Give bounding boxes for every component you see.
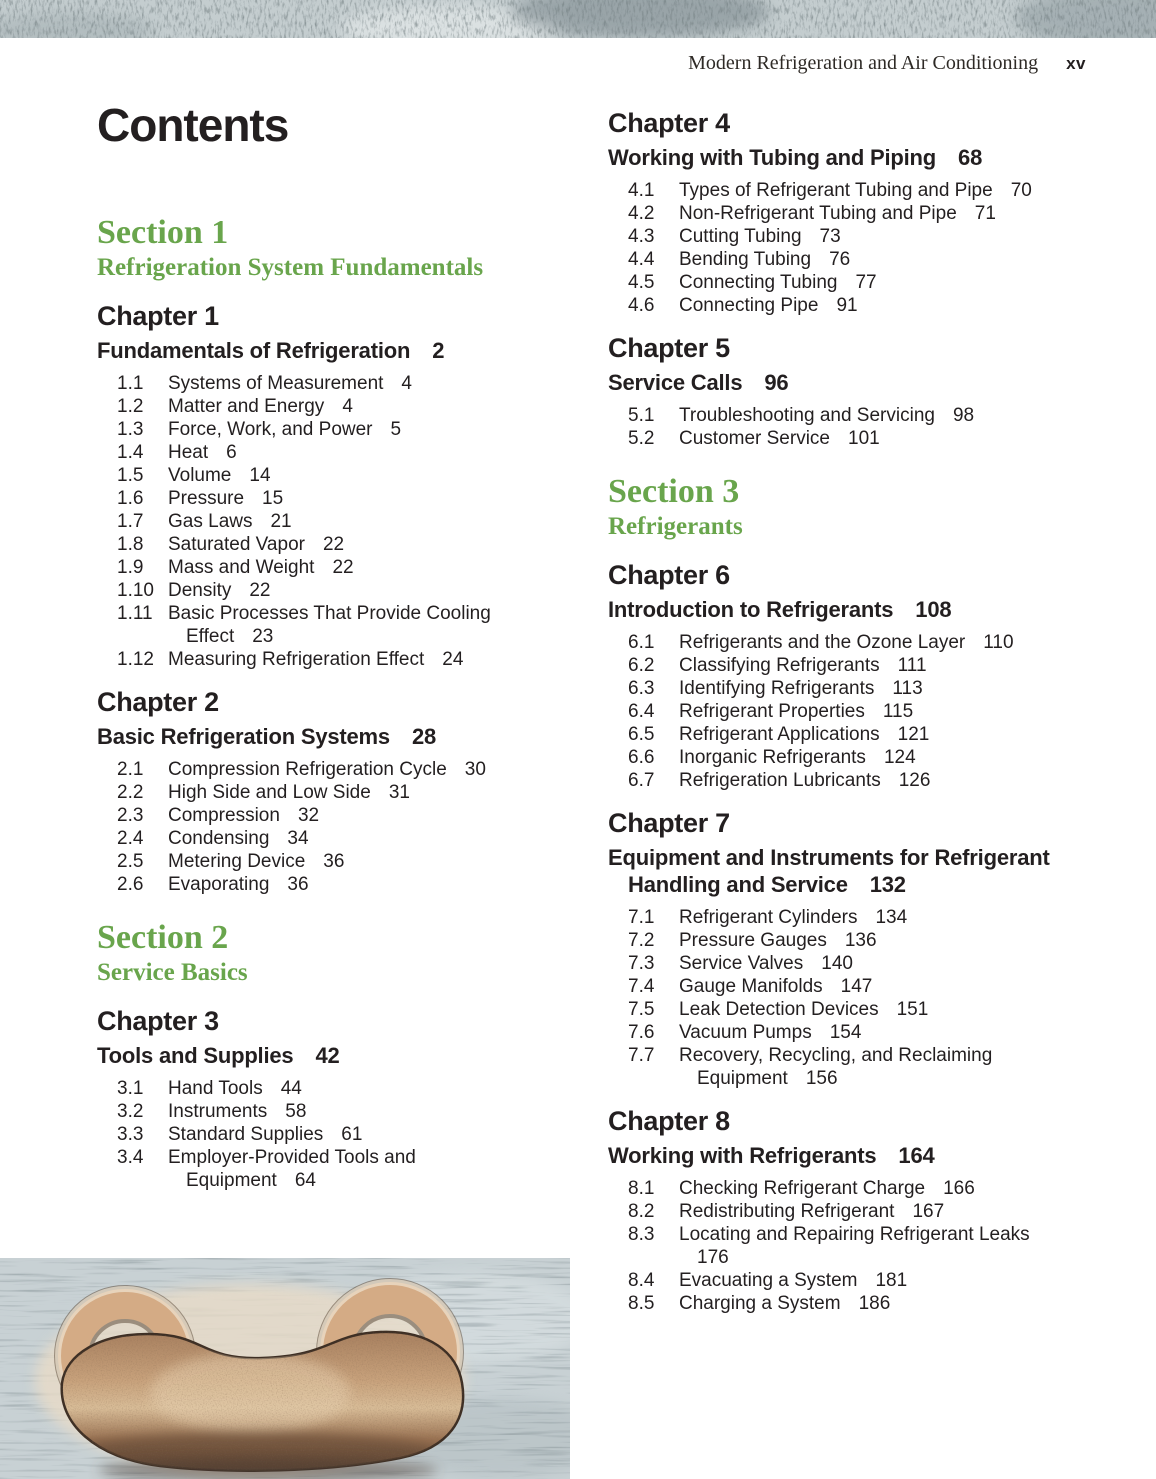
chapter-title-text: Basic Refrigeration Systems [97,724,390,749]
toc-item [608,294,1078,317]
toc-item [608,404,1078,427]
toc-item-page: 15 [262,488,284,509]
chapter-title-line [608,369,1078,396]
toc-item-title: Pressure 15 [168,488,284,509]
chapter-title [97,337,557,364]
toc-item [97,441,557,464]
toc-item-page: 36 [323,851,345,872]
chapter-page-number: 132 [869,872,906,897]
toc-item-title: Checking Refrigerant Charge 166 [679,1178,975,1199]
toc-item-number: 2.4 [117,828,144,849]
toc-item-page: 113 [892,678,923,699]
toc-item-page: 22 [322,534,345,555]
chapter-number: Chapter 1 [97,301,219,331]
chapter-number: Chapter 6 [608,560,730,590]
section-title: Refrigeration System Fundamentals [97,254,484,281]
chapter-title [608,844,1078,898]
chapter-number: Chapter 8 [608,1106,730,1136]
toc-item-title: Compression 32 [168,805,320,826]
toc-item-number: 3.1 [117,1078,144,1099]
toc-item-title: Troubleshooting and Servicing 98 [679,405,975,426]
toc-item-title: Cutting Tubing 73 [679,226,841,247]
chapter-title-text: Service Calls [608,370,743,395]
section-heading [97,213,557,283]
chapter-title [608,596,1078,623]
toc-item-page: 5 [390,419,402,440]
chapter-title [608,369,1078,396]
toc-item-number: 8.2 [628,1201,655,1222]
chapter-items [97,1077,557,1192]
section-number: Section 1 [97,214,229,251]
toc-item-page: 121 [897,724,930,745]
chapter-title-line [608,596,1078,623]
toc-item-title: Non-Refrigerant Tubing and Pipe 71 [679,203,996,224]
toc-item-number: 7.7 [628,1045,655,1066]
chapter-title [97,1042,557,1069]
toc-item-number: 7.4 [628,976,655,997]
chapter-title-line [608,144,1078,171]
toc-item-title: Refrigerants and the Ozone Layer 110 [679,632,1014,653]
toc-item-number: 1.3 [117,419,144,440]
toc-item-page: 30 [464,759,486,780]
toc-item-title: Measuring Refrigeration Effect 24 [168,649,464,670]
toc-item-page: 58 [285,1101,307,1122]
toc-item-number: 1.10 [117,580,154,601]
toc-item-title: Customer Service 101 [679,428,880,449]
toc-item-number: 1.5 [117,465,144,486]
toc-item [608,654,1078,677]
chapter-title [97,723,557,750]
chapter-block [97,685,557,896]
toc-item-title: Leak Detection Devices 151 [679,999,929,1020]
chapter-number: Chapter 7 [608,808,730,838]
toc-item-title: Connecting Pipe 91 [679,295,858,316]
toc-item-page: 91 [836,295,858,316]
toc-item-number: 3.4 [117,1147,144,1168]
toc-item-page: 22 [249,580,271,601]
toc-item-title: Systems of Measurement 4 [168,373,412,394]
toc-item-page: 186 [858,1293,891,1314]
toc-item-page: 134 [875,907,908,928]
chapter-block [608,806,1078,1090]
chapter-title-text: Introduction to Refrigerants [608,597,894,622]
toc-item [608,998,1078,1021]
toc-item-page: 34 [287,828,309,849]
toc-item [97,1077,557,1100]
chapter-title-line [97,337,557,364]
toc-item [97,648,557,671]
toc-column-left [97,92,557,1315]
toc-item-page: 32 [297,805,320,826]
toc-item-number: 6.2 [628,655,655,676]
toc-item-number: 5.1 [628,405,655,426]
toc-item-number: 2.3 [117,805,144,826]
toc-item-page: 136 [844,930,877,951]
toc-item-page: 151 [896,999,929,1020]
toc-item-title: Density 22 [168,580,271,601]
toc-item-number: 1.9 [117,557,144,578]
toc-item-page: 147 [840,976,873,997]
toc-item-number: 1.2 [117,396,144,417]
toc-item-page: 14 [249,465,271,486]
toc-item-number: 6.4 [628,701,655,722]
toc-item-title: Metering Device 36 [168,851,345,872]
stone-texture-graphic [0,0,1156,38]
section-title: Service Basics [97,959,248,986]
toc-item [97,533,557,556]
toc-item [608,1177,1078,1200]
toc-item-page: 4 [342,396,353,417]
toc-item-number: 1.11 [117,603,153,624]
chapter-items [608,179,1078,317]
chapter-title-line [97,1042,557,1069]
chapter-title-line [608,844,1078,871]
toc-item [97,395,557,418]
toc-item-number: 3.2 [117,1101,144,1122]
chapter-page-number: 96 [764,370,789,395]
chapter-number: Chapter 5 [608,333,730,363]
toc-item [97,418,557,441]
chapter-title-line [608,871,1078,898]
chapter-title-text: Handling and Service [628,872,848,897]
toc-item [608,1200,1078,1223]
toc-item-title: Hand Tools 44 [168,1078,302,1099]
chapter-items [608,1177,1078,1315]
toc-item [608,952,1078,975]
toc-item-title: Matter and Energy 4 [168,396,353,417]
toc-item-page: 111 [897,655,927,676]
section-number: Section 3 [608,473,740,510]
toc-item-title: Bending Tubing 76 [679,249,851,270]
toc-item [97,781,557,804]
section-heading [97,918,557,988]
toc-item [97,372,557,395]
toc-item-title: Refrigerant Applications 121 [679,724,930,745]
toc-item-title: Refrigeration Lubricants 126 [679,770,931,791]
section-number: Section 2 [97,919,229,956]
toc-item-number: 4.4 [628,249,655,270]
toc-item-page: 181 [875,1270,908,1291]
toc-item-title: Basic Processes That Provide Cooling Effect 23 [168,603,491,647]
toc-item-page: 176 [697,1247,729,1268]
toc-item-number: 8.4 [628,1270,655,1291]
toc-item-number: 8.5 [628,1293,655,1314]
toc-item-number: 7.3 [628,953,655,974]
copper-pipe-elbow-photo [0,1258,570,1479]
toc-item [97,464,557,487]
toc-item-title: Employer-Provided Tools and Equipment 64 [168,1147,416,1191]
toc-item-page: 23 [252,626,274,647]
chapter-page-number: 28 [411,724,437,749]
chapter-title-line [97,723,557,750]
toc-item-number: 1.1 [117,373,144,394]
toc-item-title: Evacuating a System 181 [679,1270,908,1291]
toc-item [608,1269,1078,1292]
toc-item-title: Instruments 58 [168,1101,307,1122]
toc-item-page: 36 [287,874,309,895]
section-heading [608,472,1078,542]
toc-item-title: Mass and Weight 22 [168,557,354,578]
toc-item-page: 140 [821,953,853,974]
toc-item [608,427,1078,450]
toc-item [608,1223,1078,1269]
chapter-title [608,144,1078,171]
chapter-block [608,1104,1078,1315]
toc-item-page: 166 [943,1178,975,1199]
toc-item-page: 71 [974,203,996,224]
toc-item-title: Pressure Gauges 136 [679,930,877,951]
chapter-items [608,404,1078,450]
toc-item-number: 4.5 [628,272,655,293]
toc-item-number: 1.4 [117,442,144,463]
header-texture-band [0,0,1156,38]
toc-item-number: 6.3 [628,678,655,699]
toc-item-page: 64 [294,1170,316,1191]
toc-item-number: 1.12 [117,649,154,670]
chapter-page-number: 68 [958,145,983,170]
chapter-title-line [608,1142,1078,1169]
toc-item-number: 5.2 [628,428,655,449]
toc-item-page: 115 [882,701,914,722]
toc-item-number: 7.2 [628,930,655,951]
toc-item-number: 6.1 [628,632,655,653]
toc-item-number: 1.8 [117,534,144,555]
toc-item [608,271,1078,294]
chapter-items [97,372,557,671]
copper-elbow-graphic [0,1258,570,1479]
chapter-page-number: 164 [898,1143,935,1168]
chapter-block [608,558,1078,792]
toc-item-page: 4 [401,373,412,394]
toc-item [97,873,557,896]
chapter-block [608,331,1078,450]
chapter-page-number: 2 [432,338,445,363]
toc-item-page: 44 [280,1078,302,1099]
toc-item-title: Heat 6 [168,442,237,463]
toc-item-page: 70 [1010,180,1032,201]
toc-item-title: Saturated Vapor 22 [168,534,345,555]
toc-item-title: Gas Laws 21 [168,511,292,532]
toc-item-title: High Side and Low Side 31 [168,782,410,803]
toc-item-page: 77 [855,272,877,293]
toc-item-number: 6.6 [628,747,655,768]
toc-item-title: Refrigerant Cylinders 134 [679,907,908,928]
toc-item [97,556,557,579]
toc-item-number: 2.1 [117,759,144,780]
toc-item-number: 1.7 [117,511,144,532]
toc-item [97,510,557,533]
toc-item-title: Recovery, Recycling, and Reclaiming Equipment 156 [679,1045,993,1089]
toc-item-number: 8.3 [628,1224,655,1245]
toc-item [97,827,557,850]
toc-item-number: 1.6 [117,488,144,509]
toc-item-title: Service Valves 140 [679,953,853,974]
toc-item-title: Classifying Refrigerants 111 [679,655,927,676]
toc-item-page: 24 [442,649,464,670]
toc-item-page: 124 [883,747,916,768]
toc-item-title: Volume 14 [168,465,271,486]
toc-item-title: Gauge Manifolds 147 [679,976,873,997]
toc-columns [97,92,1078,1315]
toc-item-page: 156 [805,1068,838,1089]
chapter-items [608,906,1078,1090]
toc-item [97,804,557,827]
toc-item-title: Compression Refrigeration Cycle 30 [168,759,486,780]
chapter-title-text: Fundamentals of Refrigeration [97,338,411,363]
toc-item [608,769,1078,792]
toc-item [608,631,1078,654]
toc-item-number: 7.6 [628,1022,655,1043]
toc-item-title: Inorganic Refrigerants 124 [679,747,916,768]
toc-item [608,202,1078,225]
toc-item-page: 98 [952,405,975,426]
toc-item-page: 22 [332,557,354,578]
toc-item-number: 2.2 [117,782,144,803]
toc-item-number: 3.3 [117,1124,144,1145]
toc-column-right [608,92,1078,1315]
section-title: Refrigerants [608,513,743,540]
toc-item-title: Charging a System 186 [679,1293,891,1314]
toc-item-title: Locating and Repairing Refrigerant Leaks 176 [679,1224,1030,1268]
toc-item [97,850,557,873]
toc-item-page: 101 [848,428,880,449]
toc-item-number: 7.1 [628,907,655,928]
toc-item-title: Force, Work, and Power 5 [168,419,402,440]
toc-item-title: Connecting Tubing 77 [679,272,877,293]
toc-item-title: Types of Refrigerant Tubing and Pipe 70 [679,180,1032,201]
toc-item-page: 21 [270,511,292,532]
toc-item [608,906,1078,929]
toc-item-page: 76 [829,249,851,270]
toc-item-page: 110 [983,632,1014,653]
chapter-block [97,1004,557,1192]
toc-item-page: 126 [898,770,931,791]
toc-item-number: 6.7 [628,770,655,791]
toc-item [97,1100,557,1123]
toc-item-title: Standard Supplies 61 [168,1124,363,1145]
toc-item [97,602,557,648]
toc-item-title: Vacuum Pumps 154 [679,1022,862,1043]
toc-item [97,579,557,602]
running-head-book-title: Modern Refrigeration and Air Conditioning [688,52,1039,74]
toc-item-page: 31 [388,782,410,803]
toc-item-title: Evaporating 36 [168,874,309,895]
toc-item [608,1044,1078,1090]
toc-item [608,700,1078,723]
toc-item [608,975,1078,998]
toc-item-number: 2.6 [117,874,144,895]
toc-item-number: 7.5 [628,999,655,1020]
toc-item [97,758,557,781]
chapter-items [97,758,557,896]
chapter-number: Chapter 3 [97,1006,219,1036]
toc-item [97,1123,557,1146]
toc-item-number: 6.5 [628,724,655,745]
toc-item-page: 61 [341,1124,363,1145]
toc-item-number: 8.1 [628,1178,655,1199]
toc-item-title: Condensing 34 [168,828,309,849]
toc-item-number: 4.2 [628,203,655,224]
toc-item [608,677,1078,700]
chapter-title-text: Tools and Supplies [97,1043,294,1068]
toc-item [97,1146,557,1192]
chapter-block [97,299,557,671]
chapter-block [608,106,1078,317]
chapter-number: Chapter 4 [608,108,730,138]
toc-item-title: Redistributing Refrigerant 167 [679,1201,945,1222]
toc-item-page: 6 [226,442,237,463]
chapter-title-text: Working with Refrigerants [608,1143,877,1168]
chapter-title-text: Equipment and Instruments for Refrigerant [608,845,1050,870]
toc-item-title: Refrigerant Properties 115 [679,701,914,722]
toc-item [608,723,1078,746]
chapter-page-number: 42 [315,1043,340,1068]
toc-item [608,248,1078,271]
toc-item-number: 4.6 [628,295,655,316]
toc-item [608,929,1078,952]
toc-item [608,225,1078,248]
chapter-title-text: Working with Tubing and Piping [608,145,937,170]
folio-page-number: xv [1066,54,1086,73]
toc-item-page: 73 [819,226,841,247]
toc-item [608,179,1078,202]
toc-item [608,1021,1078,1044]
toc-item-title: Identifying Refrigerants 113 [679,678,923,699]
toc-item [608,1292,1078,1315]
chapter-page-number: 108 [915,597,952,622]
toc-item-number: 2.5 [117,851,144,872]
chapter-title [608,1142,1078,1169]
toc-item [97,487,557,510]
toc-item-number: 4.3 [628,226,655,247]
toc-item [608,746,1078,769]
page-title: Contents [97,99,289,151]
running-head [0,52,1086,75]
toc-item-number: 4.1 [628,180,655,201]
chapter-number: Chapter 2 [97,687,219,717]
toc-item-page: 167 [912,1201,945,1222]
toc-item-page: 154 [829,1022,862,1043]
chapter-items [608,631,1078,792]
